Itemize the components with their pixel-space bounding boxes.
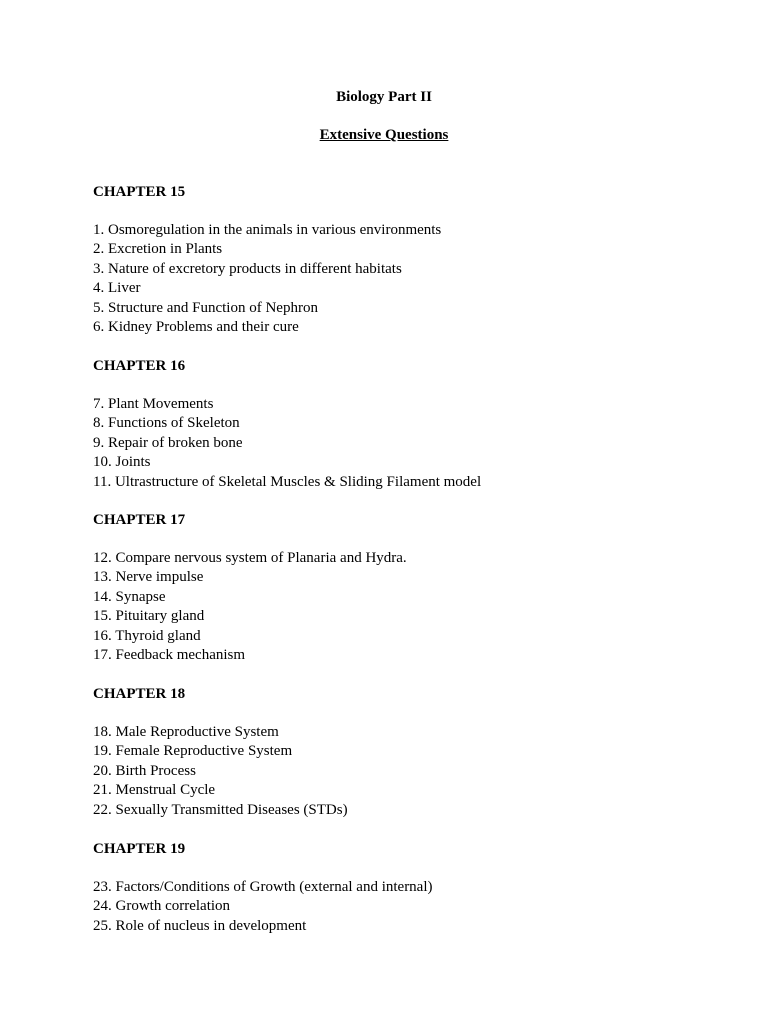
question-item: 23. Factors/Conditions of Growth (external and internal): [93, 879, 433, 895]
question-list: [93, 549, 407, 665]
question-item: 1. Osmoregulation in the animals in various environments: [93, 222, 442, 238]
question-item: 10. Joints: [93, 454, 151, 471]
question-item: 18. Male Reproductive System: [93, 724, 279, 740]
question-item: 2. Excretion in Plants: [93, 241, 223, 258]
question-item: 9. Repair of broken bone: [93, 434, 243, 451]
question-item: 24. Growth correlation: [93, 898, 231, 915]
chapter-section: [93, 511, 407, 665]
document-subtitle: Extensive Questions: [319, 127, 449, 143]
document-title: Biology Part II: [336, 89, 432, 105]
question-list: [93, 221, 441, 337]
question-item: 8. Functions of Skeleton: [93, 415, 240, 432]
chapter-heading: CHAPTER 18: [93, 686, 186, 702]
question-item: 14. Synapse: [93, 588, 166, 605]
question-item: 6. Kidney Problems and their cure: [93, 319, 299, 336]
question-item: 4. Liver: [93, 280, 141, 297]
question-item: 11. Ultrastructure of Skeletal Muscles & Sliding Filament model: [93, 473, 482, 490]
question-item: 3. Nature of excretory products in different habitats: [93, 260, 402, 277]
chapter-section: [93, 685, 348, 820]
chapter-section: [93, 840, 433, 936]
question-list: [93, 395, 481, 492]
question-item: 21. Menstrual Cycle: [93, 782, 216, 799]
question-item: 15. Pituitary gland: [93, 608, 205, 625]
question-item: 7. Plant Movements: [93, 396, 214, 412]
chapter-heading: CHAPTER 17: [93, 512, 186, 528]
chapter-heading: CHAPTER 19: [93, 841, 186, 857]
question-item: 22. Sexually Transmitted Diseases (STDs): [93, 801, 348, 818]
question-item: 12. Compare nervous system of Planaria and Hydra.: [93, 550, 407, 566]
chapter-section: [93, 183, 441, 337]
question-item: 16. Thyroid gland: [93, 627, 201, 644]
chapter-section: [93, 357, 481, 492]
question-list: [93, 723, 348, 820]
question-item: 25. Role of nucleus in development: [93, 917, 307, 934]
chapter-heading: CHAPTER 16: [93, 358, 186, 374]
question-item: 19. Female Reproductive System: [93, 743, 293, 760]
chapter-heading: CHAPTER 15: [93, 184, 186, 200]
question-item: 20. Birth Process: [93, 762, 196, 779]
question-item: 17. Feedback mechanism: [93, 647, 246, 664]
question-item: 13. Nerve impulse: [93, 569, 204, 586]
question-item: 5. Structure and Function of Nephron: [93, 299, 318, 316]
question-list: [93, 878, 433, 936]
